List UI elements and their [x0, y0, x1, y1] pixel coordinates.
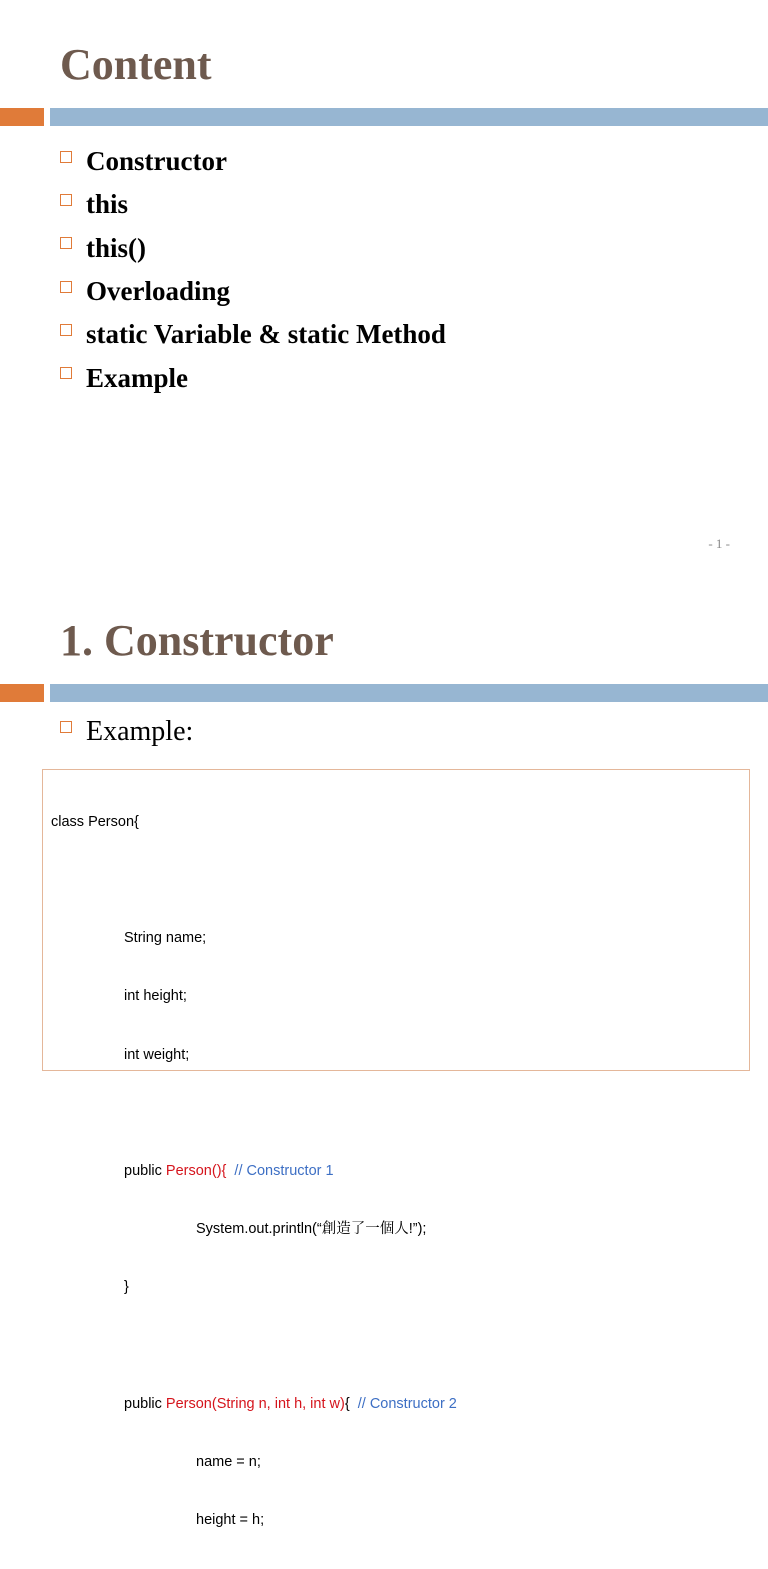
code-line: height = h; [196, 1512, 265, 1529]
code-line [51, 1395, 457, 1414]
code-line: int weight; [124, 1046, 190, 1063]
code-line: int height; [124, 988, 187, 1005]
code-keyword: public [124, 1163, 166, 1180]
slide-constructor [0, 576, 768, 1529]
square-bullet-icon [60, 151, 72, 163]
code-line [51, 1162, 457, 1181]
code-block [42, 769, 750, 1529]
bullet-item [60, 716, 193, 748]
bullet-item [60, 227, 446, 270]
title-accent-bar-blue [50, 684, 768, 702]
square-bullet-icon [60, 367, 72, 379]
square-bullet-icon [60, 721, 72, 733]
code-line: String name; [124, 930, 207, 947]
code-text [51, 774, 457, 1569]
title-accent-bar-blue [50, 108, 768, 126]
bullet-text: Example: [86, 716, 194, 747]
page-number: - 1 - [708, 536, 730, 551]
code-constructor-signature: Person(){ [165, 1163, 227, 1180]
bullet-text: this() [86, 232, 146, 263]
square-bullet-icon [60, 194, 72, 206]
square-bullet-icon [60, 281, 72, 293]
title-accent-bar-orange [0, 108, 44, 126]
code-line: } [124, 1279, 129, 1296]
code-comment: // Constructor 1 [226, 1163, 334, 1180]
code-line-blank [51, 1104, 457, 1123]
code-brace: { [344, 1395, 350, 1412]
bullet-item [60, 313, 446, 356]
slide-title: Content [60, 40, 212, 89]
code-comment: // Constructor 2 [349, 1395, 457, 1412]
code-keyword: public [124, 1395, 166, 1412]
code-line-blank [51, 1337, 457, 1356]
bullet-item [60, 183, 446, 226]
bullet-text: Constructor [86, 146, 227, 177]
slide-title: 1. Constructor [60, 616, 334, 665]
bullet-list [60, 140, 446, 400]
code-line-blank [51, 871, 457, 890]
bullet-text: this [86, 189, 129, 220]
title-accent-bar-orange [0, 684, 44, 702]
code-constructor-signature: Person(String n, int h, int w) [165, 1395, 345, 1412]
slide-content [0, 0, 768, 576]
code-line: name = n; [196, 1454, 261, 1471]
bullet-text: Overloading [86, 276, 231, 307]
code-line: class Person{ [51, 813, 139, 830]
code-line: System.out.println(“創造了一個人!”); [196, 1221, 427, 1238]
bullet-text: Example [86, 362, 189, 393]
bullet-item [60, 356, 446, 399]
square-bullet-icon [60, 324, 72, 336]
square-bullet-icon [60, 237, 72, 249]
bullet-item [60, 140, 446, 183]
bullet-text: static Variable & static Method [86, 319, 446, 350]
bullet-item [60, 270, 446, 313]
